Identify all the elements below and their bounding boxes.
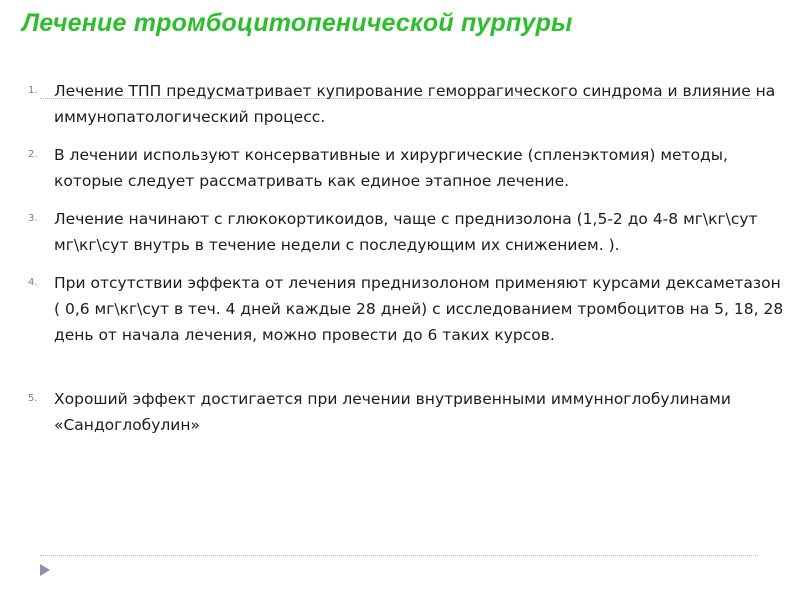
list-item-text: Хороший эффект достигается при лечении внутривенными иммунноглобулинами «Сандоглобулин» — [54, 390, 731, 434]
list-item-text: При отсутствии эффекта от лечения преднизолоном применяют курсами дексаметазон ( 0,6 мг\кг\сут в теч. 4 дней каждые 28 дней) с исследованием тромбоцитов на 5, 18, 28 день от начала лечения, можно провести до 6 таких курсов. — [54, 274, 784, 344]
list-item-number: 3. — [28, 213, 38, 224]
list-item-number: 2. — [28, 149, 38, 160]
list-item — [0, 206, 800, 258]
numbered-list — [0, 78, 800, 438]
list-item-text: В лечении используют консервативные и хирургические (спленэктомия) методы, которые следует рассматривать как единое этапное лечение. — [54, 146, 728, 190]
list-item — [0, 386, 800, 438]
list-item — [0, 78, 800, 130]
list-item-number: 5. — [28, 393, 38, 404]
triangle-right-icon[interactable] — [39, 563, 51, 577]
list-item — [0, 270, 800, 348]
bottom-divider — [40, 555, 758, 556]
list-item — [0, 142, 800, 194]
list-item-text: Лечение ТПП предусматривает купирование геморрагического синдрома и влияние на иммунопатологический процесс. — [54, 82, 776, 126]
list-item-text: Лечение начинают с глюкокортикоидов, чаще с преднизолона (1,5-2 до 4-8 мг\кг\сут мг\кг\сут внутрь в течение недели с последующим их снижением. ). — [54, 210, 758, 254]
list-item-number: 1. — [28, 85, 38, 96]
list-item-number: 4. — [28, 277, 38, 288]
slide-title: Лечение тромбоцитопенической пурпуры — [22, 9, 573, 37]
